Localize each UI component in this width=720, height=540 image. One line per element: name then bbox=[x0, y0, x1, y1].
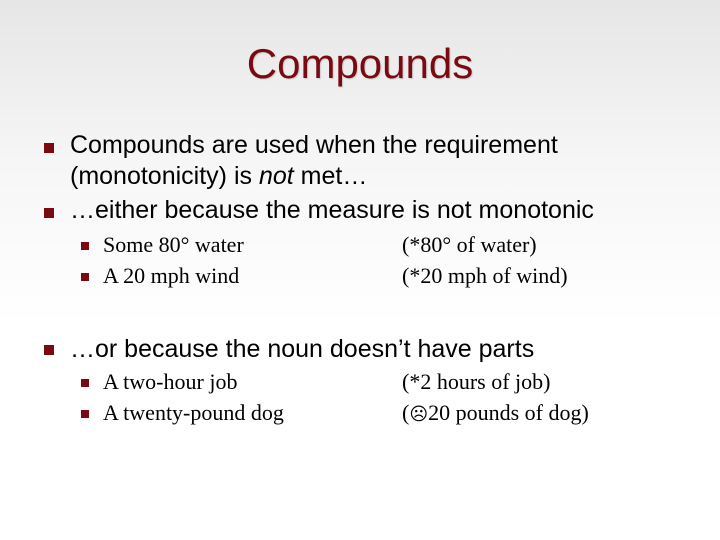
point-1-emphasis: not bbox=[258, 162, 294, 190]
counterexample-text: (*2 hours of job) bbox=[402, 369, 551, 394]
square-bullet-icon bbox=[44, 143, 54, 153]
point-1-text-end: met… bbox=[293, 162, 368, 190]
counterexample-text: (*20 mph of wind) bbox=[402, 263, 568, 288]
square-bullet-icon bbox=[81, 242, 89, 250]
slide-title: Compounds bbox=[246, 40, 474, 87]
point-1-line-1: Compounds are used when the requirement bbox=[70, 131, 558, 159]
example-text: A twenty-pound dog bbox=[103, 400, 284, 425]
square-bullet-icon bbox=[44, 208, 54, 218]
paren-open: ( bbox=[402, 400, 410, 425]
point-3-text: …or because the noun doesn’t have parts bbox=[70, 335, 535, 363]
example-text: A 20 mph wind bbox=[103, 263, 240, 288]
point-1-text: (monotonicity) is bbox=[70, 162, 259, 190]
counterexample-text bbox=[402, 398, 589, 430]
counterexample-rest: 20 pounds of dog) bbox=[428, 400, 589, 425]
square-bullet-icon bbox=[81, 379, 89, 387]
example-text: Some 80° water bbox=[103, 232, 244, 257]
frown-icon: ☹ bbox=[409, 404, 429, 425]
point-1-line-2 bbox=[70, 161, 367, 191]
example-text: A two-hour job bbox=[103, 369, 238, 394]
square-bullet-icon bbox=[81, 273, 89, 281]
counterexample-text: (*80° of water) bbox=[402, 232, 537, 257]
square-bullet-icon bbox=[44, 345, 54, 355]
point-2-text: …either because the measure is not monotonic bbox=[70, 196, 594, 224]
square-bullet-icon bbox=[81, 410, 89, 418]
